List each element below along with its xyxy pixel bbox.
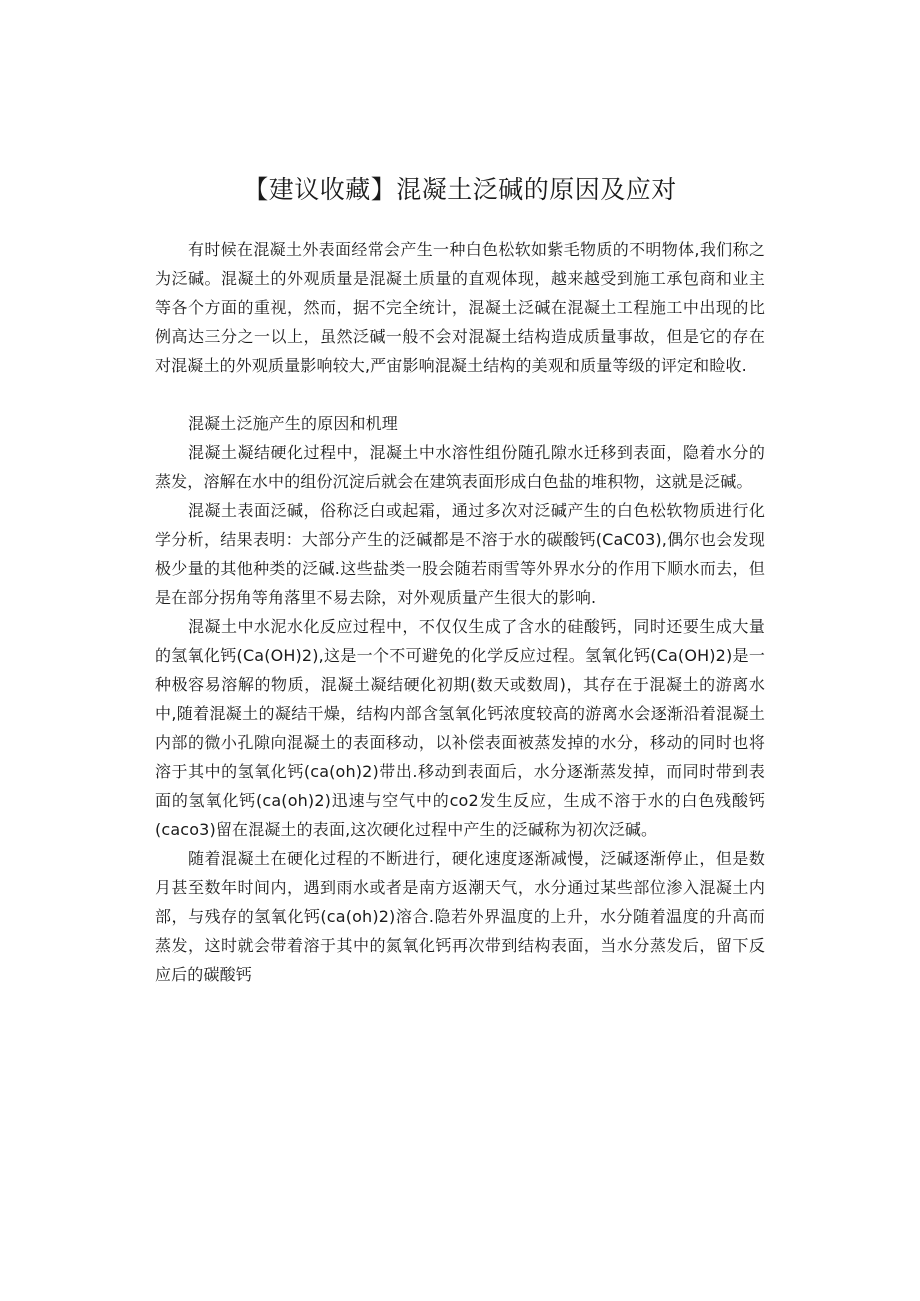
body-paragraph: 混凝土中水泥水化反应过程中，不仅仅生成了含水的硅酸钙，同时还要生成大量的氢氧化钙(Ca(OH)2),这是一个不可避免的化学反应过程。氢氧化钙(Ca(OH)2)是一种极容易溶解的物质，混凝土凝结硬化初期(数天或数周)，其存在于混凝土的游离水中,随着混凝土的凝结干燥，结构内部含氢氧化钙浓度较高的游离水会逐渐沿着混凝土内部的微小孔隙向混凝土的表面移动，以补偿表面被蒸发掉的水分，移动的同时也将溶于其中的氢氧化钙(ca(oh)2)带出.移动到表面后，水分逐渐蒸发掉，而同时带到表面的氢氧化钙(ca(oh)2)迅速与空气中的co2发生反应，生成不溶于水的白色残酸钙(caco3)留在混凝土的表面,这次硬化过程中产生的泛碱称为初次泛碱。	[155, 617, 765, 839]
document-title: 【建议收藏】混凝土泛碱的原因及应对	[243, 175, 677, 204]
intro-paragraph: 有时候在混凝土外表面经常会产生一种白色松软如紫毛物质的不明物体,我们称之为泛碱。混凝土的外观质量是混凝土质量的直观体现，越来越受到施工承包商和业主等各个方面的重视，然而，据不完全统计，混凝土泛碱在混凝土工程施工中出现的比例高达三分之一以上，虽然泛碱一般不会对混凝土结构造成质量事故，但是它的存在对混凝土的外观质量影响较大,严宙影响混凝土结构的美观和质量等级的评定和睑收.	[155, 240, 765, 375]
document-body	[155, 235, 765, 989]
body-paragraph: 混凝土表面泛碱，俗称泛白或起霜，通过多次对泛碱产生的白色松软物质进行化学分析，结果表明：大部分产生的泛碱都是不溶于水的碳酸钙(CaC03),偶尔也会发现极少量的其他种类的泛碱.这些盐类一股会随若雨雪等外界水分的作用下顺水而去，但是在部分拐角等角落里不易去除，对外观质量产生很大的影响.	[155, 501, 765, 607]
section-heading: 混凝土泛施产生的原因和机理	[188, 414, 398, 433]
body-paragraph: 混凝土凝结硬化过程中，混凝土中水溶性组份随孔隙水迁移到表面，隐着水分的蒸发，溶解在水中的组份沉淀后就会在建筑表面形成白色盐的堆积物，这就是泛碱。	[155, 443, 765, 491]
body-paragraph: 随着混凝土在硬化过程的不断进行，硬化速度逐渐减慢，泛碱逐渐停止，但是数月甚至数年时间内，遇到雨水或者是南方返潮天气，水分通过某些部位渗入混凝土内部，与残存的氢氧化钙(ca(oh)2)溶合.隐若外界温度的上升，水分随着温度的升高而蒸发，这时就会带着溶于其中的氮氧化钙再次带到结构表面，当水分蒸发后，留下反应后的碳酸钙	[155, 849, 765, 984]
